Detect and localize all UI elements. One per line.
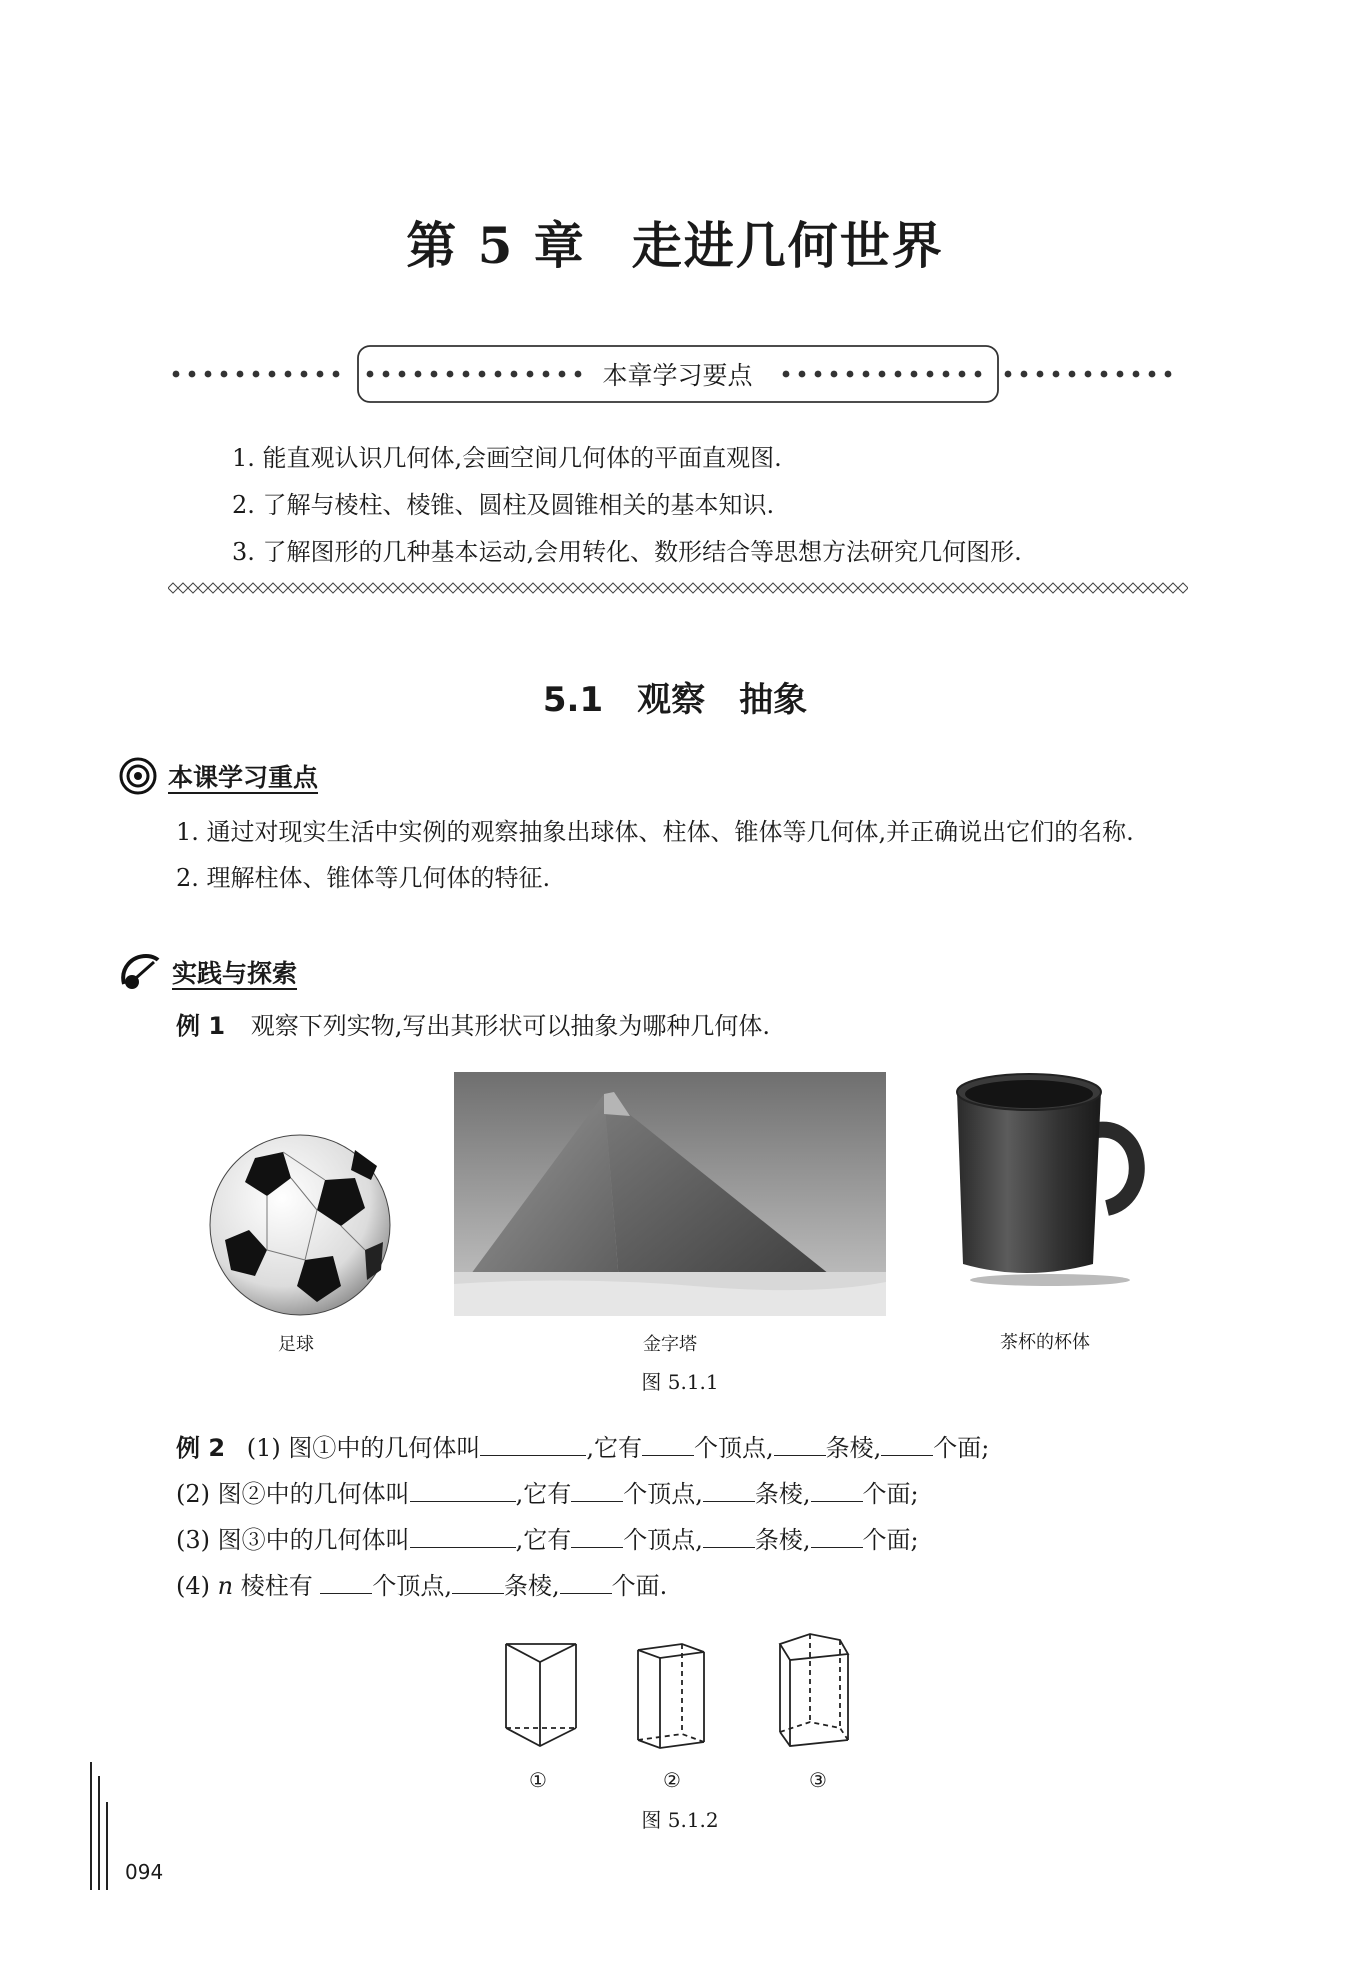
row2-p3: 个顶点, (623, 1480, 703, 1508)
row4-p3: 条棱, (504, 1572, 560, 1600)
soccer-ball-image (205, 1130, 395, 1320)
explore-icon (118, 950, 162, 992)
blank[interactable] (811, 1525, 863, 1548)
shape-label-3: ③ (809, 1768, 827, 1792)
blank[interactable] (410, 1479, 516, 1502)
row1-prefix: (1) 图①中的几何体叫 (246, 1434, 481, 1462)
key-points-heading: 本章学习要点 (602, 361, 753, 390)
target-icon (118, 756, 158, 796)
row3-p3: 个顶点, (623, 1526, 703, 1554)
caption-mug: 茶杯的杯体 (1000, 1332, 1090, 1353)
blank[interactable] (480, 1433, 586, 1456)
figure-label-2: 图 5.1.2 (641, 1808, 719, 1832)
key-point-3: 3. 了解图形的几种基本运动,会用转化、数形结合等思想方法研究几何图形. (232, 538, 1022, 566)
blank[interactable] (703, 1479, 755, 1502)
chapter-title (0, 206, 1350, 278)
chapter-number: 第 5 章 (406, 216, 586, 275)
blank[interactable] (571, 1525, 623, 1548)
row4-p4: 个面. (611, 1572, 668, 1600)
prism-figures (490, 1620, 890, 1760)
section-title (0, 672, 1350, 721)
key-point-2: 2. 了解与棱柱、棱锥、圆柱及圆锥相关的基本知识. (232, 491, 775, 519)
row3-p5: 个面; (862, 1526, 919, 1554)
row1-p4: 条棱, (825, 1434, 882, 1462)
blank[interactable] (774, 1433, 826, 1456)
row3-p4: 条棱, (754, 1526, 811, 1554)
margin-bars (88, 1762, 118, 1892)
mug-image (945, 1068, 1155, 1288)
blank[interactable] (811, 1479, 863, 1502)
row1-p5: 个面; (933, 1434, 990, 1462)
blank[interactable] (881, 1433, 933, 1456)
row1-p3: 个顶点, (693, 1434, 774, 1462)
blank[interactable] (642, 1433, 694, 1456)
key-points-banner (170, 350, 1185, 396)
example1-text: 观察下列实物,写出其形状可以抽象为哪种几何体. (250, 1012, 770, 1040)
rectangular-prism (638, 1644, 704, 1748)
blank[interactable] (560, 1571, 612, 1594)
row2-p2: ,它有 (515, 1480, 572, 1508)
focus-heading: 本课学习重点 (168, 763, 319, 792)
focus-item-1: 1. 通过对现实生活中实例的观察抽象出球体、柱体、锥体等几何体,并正确说出它们的名称. (176, 818, 1134, 846)
row4-p1: 棱柱有 (240, 1572, 313, 1600)
page-number: 094 (125, 1860, 164, 1884)
caption-pyramid: 金字塔 (643, 1334, 697, 1355)
blank[interactable] (703, 1525, 755, 1548)
row1-p2: ,它有 (586, 1434, 642, 1462)
figure-label-1: 图 5.1.1 (641, 1370, 719, 1394)
shape-label-1: ① (529, 1768, 547, 1792)
pentagonal-prism (780, 1634, 848, 1746)
chapter-name: 走进几何世界 (631, 216, 944, 275)
blank[interactable] (320, 1571, 372, 1594)
example1-line (176, 1006, 770, 1041)
example2-row-1 (176, 1428, 989, 1463)
row2-p5: 个面; (862, 1480, 919, 1508)
row4-p2: 个顶点, (372, 1572, 453, 1600)
example2-label: 例 2 (176, 1434, 226, 1462)
example2-row-2 (176, 1474, 919, 1509)
row3-prefix: (3) 图③中的几何体叫 (176, 1526, 410, 1554)
shape-label-2: ② (663, 1768, 681, 1792)
blank[interactable] (452, 1571, 504, 1594)
key-point-1: 1. 能直观认识几何体,会画空间几何体的平面直观图. (232, 444, 782, 472)
example2-row-3 (176, 1520, 919, 1555)
row4-n: n (217, 1572, 234, 1600)
focus-item-2: 2. 理解柱体、锥体等几何体的特征. (176, 864, 551, 892)
row3-p2: ,它有 (515, 1526, 572, 1554)
pyramid-image (454, 1072, 886, 1316)
section-number: 5.1 (542, 680, 604, 720)
blank[interactable] (410, 1525, 516, 1548)
row2-p4: 条棱, (754, 1480, 811, 1508)
caption-soccer: 足球 (278, 1334, 314, 1355)
example2-row-4 (176, 1566, 667, 1601)
blank[interactable] (571, 1479, 623, 1502)
row4-prefix: (4) (176, 1572, 210, 1600)
example1-label: 例 1 (176, 1012, 226, 1040)
triangular-prism (506, 1644, 576, 1746)
section-name: 观察 抽象 (637, 680, 808, 720)
row2-prefix: (2) 图②中的几何体叫 (176, 1480, 410, 1508)
diamond-rule (168, 580, 1188, 596)
practice-heading: 实践与探索 (172, 959, 298, 988)
